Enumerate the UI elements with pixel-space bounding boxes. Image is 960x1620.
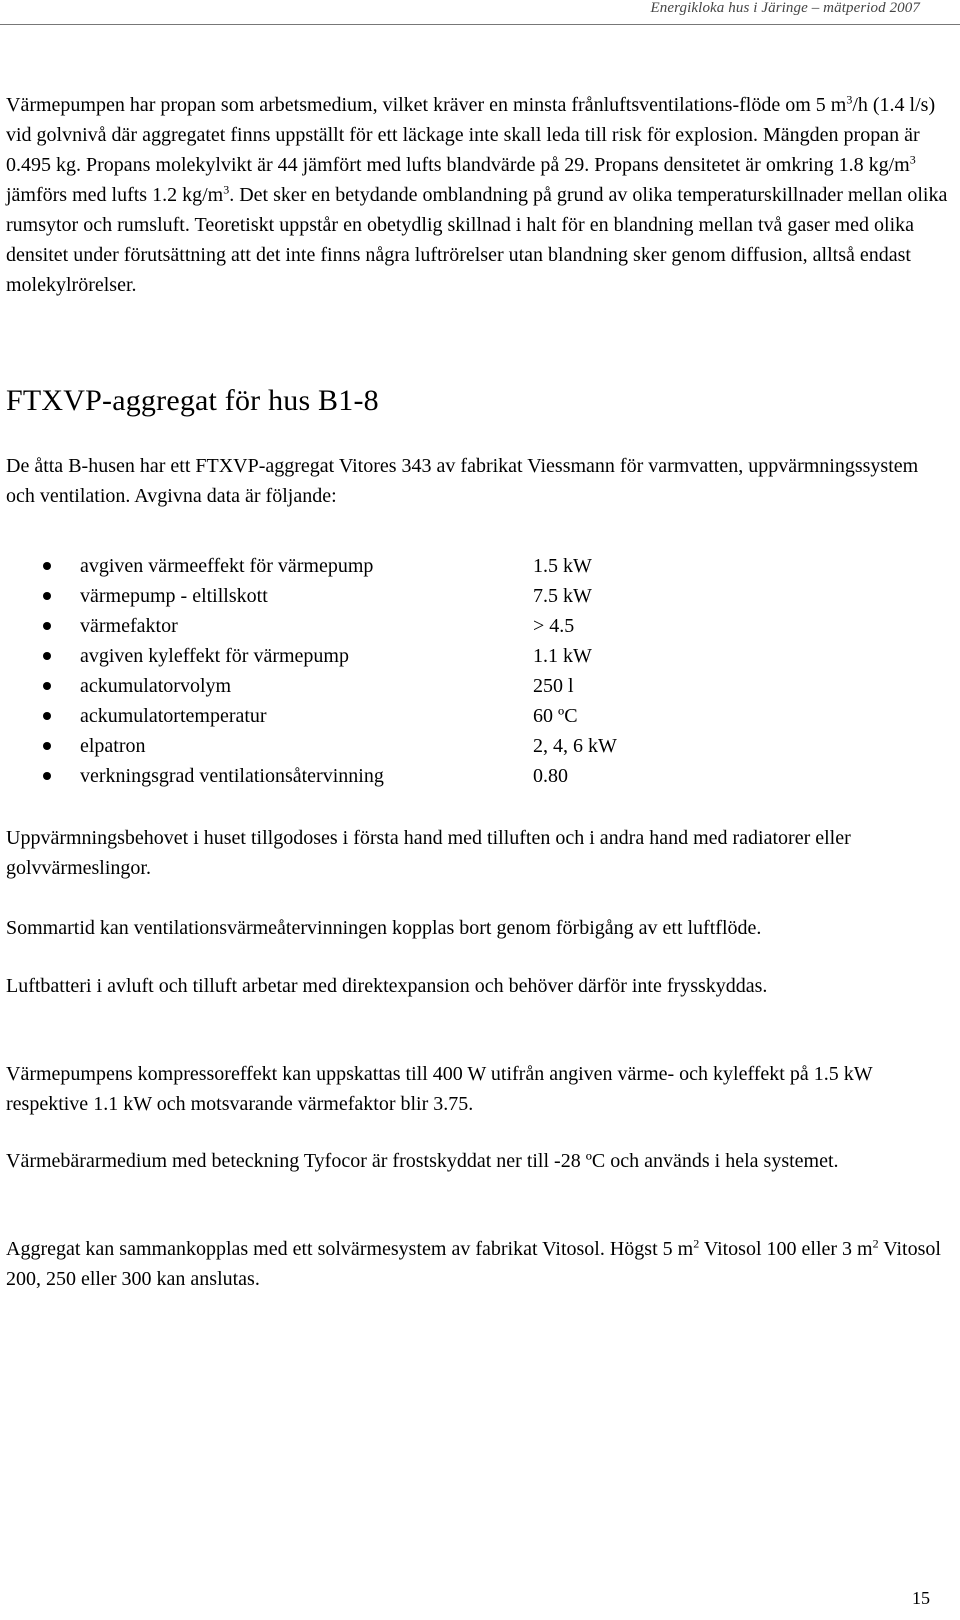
- bullet-icon: [43, 772, 51, 780]
- spec-value: 60 ºC: [533, 705, 578, 727]
- paragraph-solar: [6, 1234, 950, 1294]
- propan-text-4: . Det sker en betydande omblandning på grund av olika temperaturskillnader mellan olika rumsytor och rumsluft. Teoretiskt uppstår en obetydlig skillnad i halt för en blandning mellan två gaser med olika densitet under förutsättning att det inte finns några luftrörelser utan blandning sker genom diffusion, alltså endast molekylrörelser.: [6, 184, 948, 296]
- bullet-icon: [43, 562, 51, 570]
- spec-name: ackumulatorvolym: [80, 675, 232, 697]
- spec-item: [0, 581, 700, 611]
- solar-text-2: Vitosol 100 eller 3 m: [699, 1238, 873, 1260]
- bullet-icon: [43, 622, 51, 630]
- spec-item: [0, 671, 700, 701]
- spec-name: avgiven kyleffekt för värmepump: [80, 645, 349, 667]
- propan-text-2: /h (1.4 l/s) vid golvnivå där aggregatet finns uppställt för ett läckage inte skall leda till risk för explosion. Mängden propan är 0.495 kg. Propans molekylvikt är 44 jämfört med lufts blandvärde på 29. Propans densitetet är omkring 1.8 kg/m: [6, 94, 936, 176]
- spec-item: [0, 551, 700, 581]
- spec-item: [0, 761, 700, 791]
- spec-value: 7.5 kW: [533, 585, 592, 607]
- spec-list: [0, 551, 700, 791]
- spec-item: [0, 641, 700, 671]
- superscript: 2: [693, 1236, 700, 1251]
- spec-name: värmepump - eltillskott: [80, 585, 268, 607]
- spec-item: [0, 731, 700, 761]
- running-header: Energikloka hus i Järinge – mätperiod 2007: [650, 0, 920, 16]
- superscript: 2: [872, 1236, 879, 1251]
- bullet-icon: [43, 712, 51, 720]
- spec-name: värmefaktor: [80, 615, 178, 637]
- bullet-icon: [43, 682, 51, 690]
- page-number: 15: [912, 1588, 930, 1608]
- spec-name: elpatron: [80, 735, 146, 757]
- spec-name: avgiven värmeeffekt för värmepump: [80, 555, 374, 577]
- solar-text-3: Vitosol 200, 250 eller 300 kan anslutas.: [6, 1238, 941, 1290]
- superscript: 3: [909, 152, 916, 167]
- paragraph-heating: Uppvärmningsbehovet i huset tillgodoses i första hand med tilluften och i andra hand med radiatorer eller golvvärmeslingor.: [6, 827, 851, 879]
- superscript: 3: [846, 92, 853, 107]
- section-heading: FTXVP-aggregat för hus B1-8: [6, 384, 379, 417]
- paragraph-propan: [6, 90, 950, 300]
- spec-value: 0.80: [533, 765, 568, 787]
- paragraph-battery: Luftbatteri i avluft och tilluft arbetar med direktexpansion och behöver därför inte frysskyddas.: [6, 975, 768, 997]
- propan-text-3: jämförs med lufts 1.2 kg/m: [6, 184, 224, 206]
- spec-value: 250 l: [533, 675, 574, 697]
- spec-item: [0, 611, 700, 641]
- propan-text-1: Värmepumpen har propan som arbetsmedium, vilket kräver en minsta frånluftsventilations-flöde om 5 m: [6, 94, 847, 116]
- spec-name: verkningsgrad ventilationsåtervinning: [80, 765, 384, 787]
- paragraph-medium: Värmebärarmedium med beteckning Tyfocor är frostskyddat ner till -28 ºC och används i hela systemet.: [6, 1150, 839, 1172]
- superscript: 3: [223, 182, 230, 197]
- paragraph-intro: De åtta B-husen har ett FTXVP-aggregat Vitores 343 av fabrikat Viessmann för varmvatten, uppvärmningssystem och ventilation. Avgivna data är följande:: [6, 455, 919, 507]
- bullet-icon: [43, 592, 51, 600]
- paragraph-summer: Sommartid kan ventilationsvärmeåtervinningen kopplas bort genom förbigång av ett luftflöde.: [6, 917, 762, 939]
- spec-value: 2, 4, 6 kW: [533, 735, 617, 757]
- bullet-icon: [43, 742, 51, 750]
- spec-value: 1.5 kW: [533, 555, 592, 577]
- spec-value: > 4.5: [533, 615, 575, 637]
- paragraph-compressor: Värmepumpens kompressoreffekt kan uppskattas till 400 W utifrån angiven värme- och kyleffekt på 1.5 kW respektive 1.1 kW och motsvarande värmefaktor blir 3.75.: [6, 1063, 873, 1115]
- solar-text-1: Aggregat kan sammankopplas med ett solvärmesystem av fabrikat Vitosol. Högst 5 m: [6, 1238, 694, 1260]
- spec-item: [0, 701, 700, 731]
- spec-name: ackumulatortemperatur: [80, 705, 267, 727]
- bullet-icon: [43, 652, 51, 660]
- header-divider: [0, 24, 960, 25]
- spec-value: 1.1 kW: [533, 645, 592, 667]
